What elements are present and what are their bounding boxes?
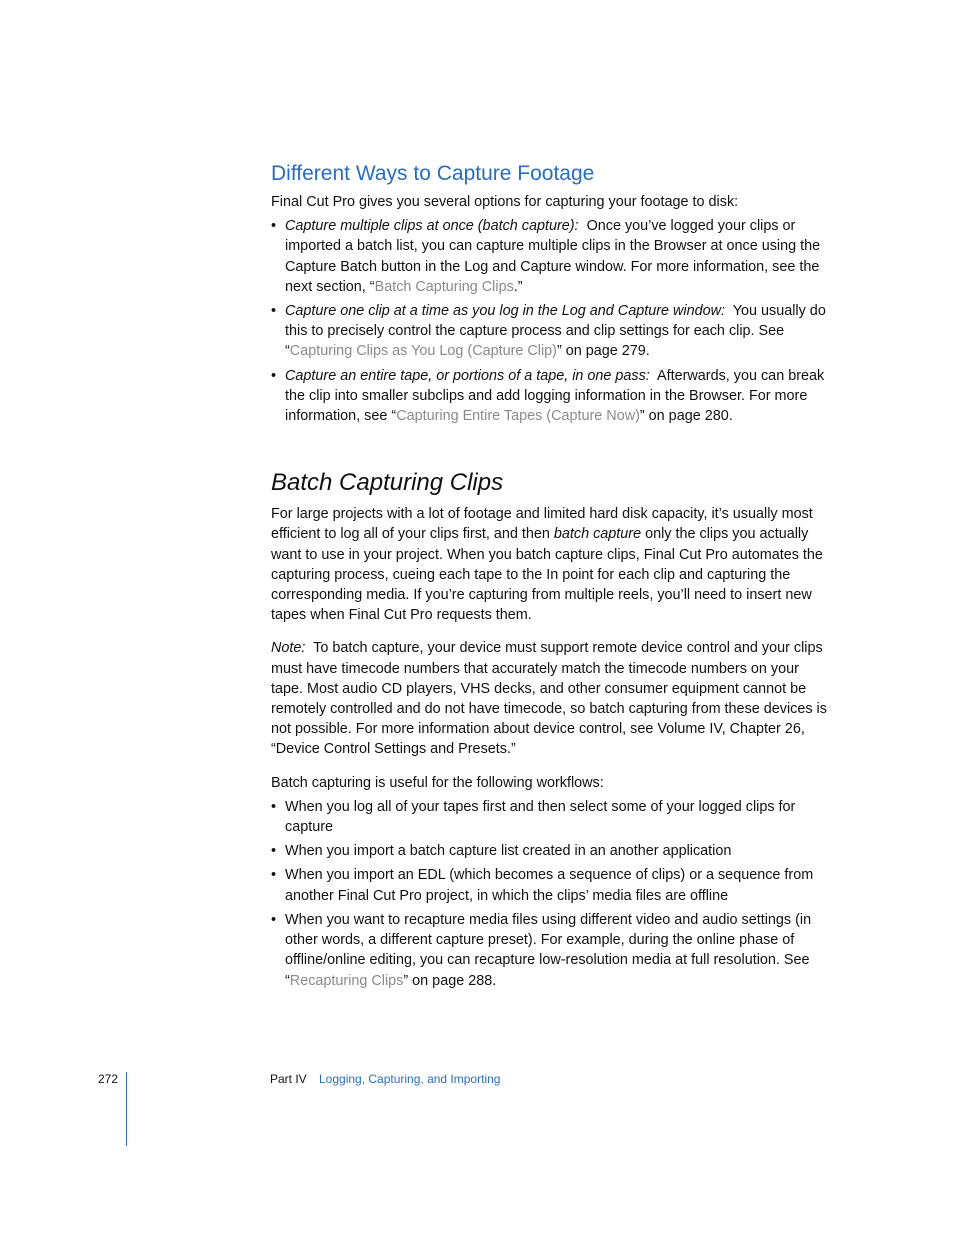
bullet-icon: • xyxy=(271,867,277,884)
bullet-icon: • xyxy=(271,843,277,860)
bullet-icon: • xyxy=(271,911,277,928)
cross-reference-link[interactable]: Capturing Entire Tapes (Capture Now) xyxy=(396,408,640,425)
workflows-intro: Batch capturing is useful for the following workflows: xyxy=(271,774,604,791)
section-intro: Final Cut Pro gives you several options for capturing your footage to disk: xyxy=(271,194,739,210)
cross-reference-link[interactable]: Recapturing Clips xyxy=(289,972,404,989)
note-paragraph: Note: To batch capture, your device must support remote device control and your clips must have timecode numbers that accurately match the timecode numbers on your tape. Most audio CD players, VHS decks, and other consumer equipment cannot be remotely controlled and do not have timecode, so batch capturing from these devices is not possible. For more information about device control, see Volume IV, Chapter 26, “Device Control Settings and Presets.” xyxy=(271,640,827,758)
body-paragraph: For large projects with a lot of footage and limited hard disk capacity, it’s usually most efficient to log all of your clips first, and then batch capture only the clips you actually want to use in your project. When you batch capture clips, Final Cut Pro automates the capturing process, cueing each tape to the In point for each clip and capturing the corresponding media. If you’re capturing from multiple reels, you’ll need to insert new tapes when Final Cut Pro requests them. xyxy=(271,506,823,624)
list-item: • When you import an EDL (which becomes a sequence of clips) or a sequence from another Final Cut Pro project, in which the clips’ media files are offline xyxy=(271,867,814,904)
footer-part: Part IV xyxy=(270,1072,307,1086)
page-content xyxy=(271,160,827,995)
list-item: • Capture an entire tape, or portions of a tape, in one pass: Afterwards, you can break the clip into smaller subclips and add logging information in the Browser. For more information, see “Capturing Entire Tapes (Capture Now)” on page 280. xyxy=(271,367,825,425)
bullet-icon: • xyxy=(271,367,277,384)
page-number: 272 xyxy=(98,1072,119,1086)
bullet-icon: • xyxy=(271,798,277,815)
footer-divider xyxy=(126,1072,127,1146)
workflows-list xyxy=(271,797,827,991)
bullet-icon: • xyxy=(271,303,277,320)
chapter-heading: Batch Capturing Clips xyxy=(271,469,504,497)
capture-options-list xyxy=(271,216,827,426)
list-item: • When you import a batch capture list created in an another application xyxy=(271,841,827,861)
section-heading: Different Ways to Capture Footage xyxy=(271,162,595,185)
list-item: • Capture multiple clips at once (batch capture): Once you’ve logged your clips or imported a batch list, you can capture multiple clips in the Browser at once using the Capture Batch button in the Log and Capture window. For more information, see the next section, “Batch Capturing Clips.” xyxy=(271,218,821,295)
bullet-icon: • xyxy=(271,218,277,235)
list-item: • When you want to recapture media files using different video and audio settings (in other words, a different capture preset). For example, during the online phase of offline/online editing, you can recapture low-resolution media at full resolution. See “Recapturing Clips” on page 288. xyxy=(271,911,812,989)
note-label: Note: xyxy=(271,640,306,657)
list-item: • When you log all of your tapes first and then select some of your logged clips for capture xyxy=(271,798,796,836)
list-item: • Capture one clip at a time as you log in the Log and Capture window: You usually do this to precisely control the capture process and clip settings for each clip. See “Capturing Clips as You Log (Capture Clip)” on page 279. xyxy=(271,303,826,360)
cross-reference-link[interactable]: Capturing Clips as You Log (Capture Clip) xyxy=(289,343,557,360)
cross-reference-link[interactable]: Batch Capturing Clips xyxy=(374,278,514,295)
footer-part-title[interactable]: Logging, Capturing, and Importing xyxy=(319,1072,501,1086)
